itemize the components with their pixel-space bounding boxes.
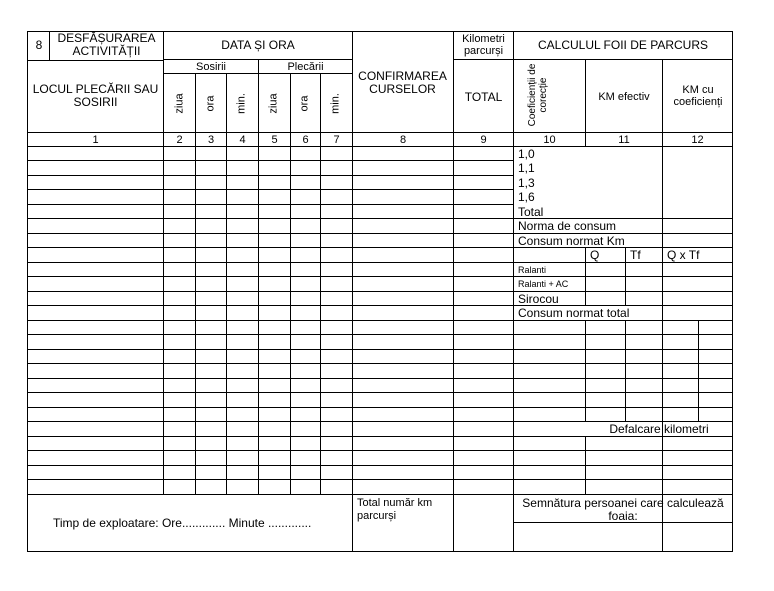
km-coef-heading: KM cu coeficienți <box>673 84 723 108</box>
q-label: Q <box>590 248 600 262</box>
confirm-heading: CONFIRMAREA CURSELOR <box>358 69 447 96</box>
ralanti-ac-label: Ralanti + AC <box>518 279 569 289</box>
ralanti-label: Ralanti <box>518 265 547 275</box>
total-heading: TOTAL <box>464 90 503 104</box>
col-number-11: 11 <box>618 134 630 146</box>
departures-heading: Plecării <box>287 61 324 73</box>
activity-heading: DESFĂȘURAREA ACTIVITĂȚII <box>57 31 156 58</box>
tf-label: Tf <box>630 248 641 262</box>
place-heading: LOCUL PLECĂRII SAU SOSIRII <box>32 82 159 109</box>
arrivals-heading: Sosirii <box>196 61 226 73</box>
coef-1-6: 1,6 <box>518 190 535 204</box>
departure-min-label: min. <box>329 93 342 114</box>
defalcare-label: Defalcare kilometri <box>609 422 709 436</box>
col-number-6: 6 <box>302 134 309 146</box>
col-number-9: 9 <box>480 134 487 146</box>
col-number-5: 5 <box>271 134 278 146</box>
calc-heading: CALCULUL FOII DE PARCURS <box>537 38 709 52</box>
qxtf-label: Q x Tf <box>667 248 700 262</box>
coef-1-3: 1,3 <box>518 176 535 190</box>
exploitation-time: Timp de exploatare: Ore............. Minute ............. <box>53 516 312 530</box>
km-effective-heading: KM efectiv <box>598 91 650 103</box>
coef-1-0: 1,0 <box>518 147 535 161</box>
arrival-min-label: min. <box>235 93 248 114</box>
signature-label: Semnătura persoanei care calculează foaia: <box>522 496 724 523</box>
calc-total-label: Total <box>518 205 544 219</box>
arrival-hour-label: ora <box>204 95 217 112</box>
col-number-1: 1 <box>92 134 99 146</box>
col-number-8: 8 <box>399 134 407 146</box>
col-number-7: 7 <box>333 134 340 146</box>
arrival-day-label: ziua <box>173 93 186 114</box>
departure-hour-label: ora <box>298 95 311 112</box>
coef-heading: Coeficienții de corecție <box>527 63 549 127</box>
total-km-label: Total număr km parcurși <box>357 497 433 522</box>
col-number-10: 10 <box>543 134 556 146</box>
col-number-4: 4 <box>239 134 246 146</box>
date-time-heading: DATA ȘI ORA <box>221 38 295 52</box>
consum-normat-total-label: Consum normat total <box>518 306 630 320</box>
departure-day-label: ziua <box>267 93 280 114</box>
consum-normat-km-label: Consum normat Km <box>518 234 625 248</box>
sirocou-label: Sirocou <box>518 292 559 306</box>
section-number: 8 <box>35 38 43 52</box>
coef-1-1: 1,1 <box>518 161 535 175</box>
col-number-12: 12 <box>691 134 704 146</box>
norma-consum-label: Norma de consum <box>518 219 617 233</box>
km-driven-heading: Kilometri parcurși <box>462 33 505 57</box>
col-number-3: 3 <box>207 134 215 146</box>
col-number-2: 2 <box>176 134 183 146</box>
